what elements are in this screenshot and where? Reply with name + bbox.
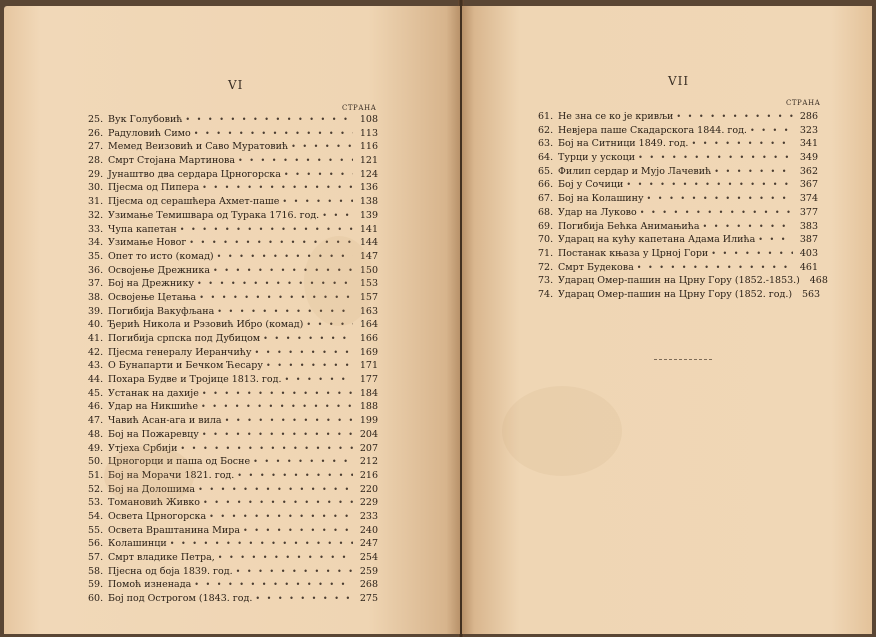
dot-leader [255,592,353,606]
toc-entry [88,250,378,264]
column-header: СТРАНА [342,104,377,112]
dot-leader [291,140,353,154]
dot-leader [202,181,353,195]
entry-title: Ударац Омер-пашин на Црну Гору (1852. год.) [558,288,793,300]
toc-entry [88,551,378,565]
entry-number: 57. [88,552,104,563]
entry-title: Постанак књаза у Црној Гори [558,247,709,259]
dot-leader [703,220,793,234]
dot-leader [266,359,353,373]
column-header: СТРАНА [786,99,821,107]
toc-entry [538,110,818,124]
entry-number: 34. [88,237,104,249]
entry-page-number: 275 [359,593,378,605]
entry-number: 30. [88,182,104,194]
entry-page-number: 377 [799,206,818,218]
dot-leader [637,261,793,275]
entry-number: 51. [88,469,104,481]
entry-title: Погибија српска под Дубицом [108,333,261,344]
entry-page-number: 150 [359,264,378,276]
entry-page-number: 184 [359,387,378,399]
entry-number: 59. [88,579,104,591]
entry-page-number: 138 [359,196,378,208]
dot-leader [263,332,353,346]
entry-title: Црногорци и паша од Босне [108,456,251,468]
toc-entry [88,236,378,250]
entry-number: 38. [88,291,104,303]
entry-title: Удар на Луково [558,206,637,218]
entry-title: Смрт Стојана Мартинова [108,155,236,167]
entry-page-number: 216 [359,469,378,481]
entry-page-number: 121 [359,155,378,167]
entry-page-number: 341 [799,138,818,150]
entry-number: 37. [88,278,104,290]
entry-number: 44. [88,374,104,386]
entry-page-number: 247 [359,538,378,550]
toc-entry [88,400,378,414]
dot-leader [626,178,793,192]
dot-leader [194,578,353,592]
dot-leader [213,264,353,278]
toc-entry [88,359,378,373]
toc-entry [88,537,378,551]
entry-number: 25. [88,114,104,125]
entry-page-number: 229 [359,497,378,509]
entry-title: Освета Црногорска [108,510,207,522]
toc-entry [538,261,818,275]
entry-number: 53. [88,497,104,509]
toc-entry [88,140,378,154]
toc-entry [88,168,378,182]
entry-number: 54. [88,510,104,522]
entry-page-number: 349 [799,152,818,164]
entry-title: Освета Враштанина Мира [108,524,240,536]
entry-title: Ђерић Никола и Рэзовић Ибро (комад) [108,319,304,331]
dot-leader [647,192,793,206]
toc-entry [88,209,378,223]
toc-entry [88,346,378,360]
toc-entry [88,578,378,592]
entry-title: Бој на Дрежнику [108,278,195,290]
entry-title: Пјесна од боја 1839. год. [108,565,233,577]
dot-leader [209,510,353,524]
toc-entry [88,428,378,442]
divider-ornament [654,358,712,361]
entry-number: 33. [88,223,104,235]
toc-entry [538,151,818,165]
entry-number: 73. [538,275,554,287]
entry-page-number: 177 [359,374,378,386]
entry-number: 41. [88,333,104,344]
dot-leader [203,496,353,510]
entry-page-number: 136 [359,182,378,194]
toc-entry [88,510,378,524]
dot-leader [218,551,353,565]
entry-title: Похара Будве и Тројице 1813. год. [108,374,282,386]
entry-title: Утјеха Србији [108,442,178,454]
entry-page-number: 387 [799,234,818,246]
toc-entry [88,154,378,168]
dot-leader [217,305,353,319]
dot-leader [202,387,353,401]
left-page [4,6,460,634]
page-number: VI [228,78,244,92]
entry-title: Ударац Омер-пашин на Црну Гору (1852.-1853.) [558,275,800,287]
entry-number: 65. [538,165,554,177]
entry-title: Пјесма од Пипера [108,182,200,194]
toc-entry [538,247,818,261]
entry-title: Смрт владике Петра, [108,552,215,563]
dot-leader [714,165,793,179]
entry-page-number: 286 [799,111,818,122]
entry-page-number: 204 [359,428,378,440]
dot-leader [201,400,353,414]
entry-page-number: 268 [359,579,378,591]
entry-page-number: 169 [359,346,378,358]
entry-title: Пјесма од серашћера Ахмет-паше [108,196,280,208]
entry-title: Устанак на дахије [108,387,199,399]
dot-leader [202,428,353,442]
dot-leader [638,151,793,165]
entry-title: Ударац на кућу капетана Адама Илића [558,234,756,246]
entry-page-number: 116 [359,141,378,153]
toc-entry [88,592,378,606]
dot-leader [189,236,353,250]
entry-page-number: 220 [359,483,378,495]
entry-page-number: 164 [359,319,378,331]
entry-title: Невјера паше Скадарскога 1844. год. [558,124,747,136]
dot-leader [225,414,353,428]
entry-number: 47. [88,415,104,427]
toc-entry [538,274,828,288]
entry-title: Бој на Ситници 1849. год. [558,138,689,150]
toc-entry [88,483,378,497]
entry-number: 46. [88,401,104,413]
entry-page-number: 139 [359,209,378,221]
entry-title: Пјесма генералу Иеранчићу [108,346,252,358]
entry-title: Бој на Колашину [558,193,644,205]
dot-leader [236,565,353,579]
entry-page-number: 233 [359,510,378,522]
entry-title: Освојење Дрежника [108,264,210,276]
entry-page-number: 108 [359,114,378,125]
entry-page-number: 323 [799,124,818,136]
entry-page-number: 362 [799,165,818,177]
entry-number: 49. [88,442,104,454]
entry-number: 32. [88,209,104,221]
dot-leader [676,110,793,124]
dot-leader [198,483,353,497]
entry-title: Освојење Цетања [108,291,197,303]
entry-number: 71. [538,247,554,259]
entry-title: Јунаштво два сердара Црногорска [108,168,281,180]
dot-leader [306,318,353,332]
table-of-contents [88,113,378,606]
toc-entry [88,181,378,195]
entry-page-number: 367 [799,179,818,191]
dot-leader [640,206,793,220]
toc-entry [88,414,378,428]
entry-title: Чупа капетан [108,223,177,235]
entry-title: Радуловић Симо [108,127,191,139]
entry-number: 26. [88,127,104,139]
entry-number: 74. [538,288,554,300]
entry-number: 35. [88,250,104,262]
entry-page-number: 188 [359,401,378,413]
dot-leader [238,154,353,168]
entry-title: Не зна се ко је кривљи [558,111,674,122]
entry-number: 50. [88,456,104,468]
entry-page-number: 461 [799,261,818,273]
entry-page-number: 153 [359,278,378,290]
toc-entry [538,206,818,220]
entry-page-number: 157 [359,291,378,303]
entry-number: 55. [88,524,104,536]
toc-entry [538,124,818,138]
entry-title: Колашинци [108,538,167,550]
entry-page-number: 207 [359,442,378,454]
toc-entry [538,178,818,192]
dot-leader [185,113,353,127]
entry-title: Опет то исто (комад) [108,250,214,262]
entry-number: 64. [538,152,554,164]
dot-leader [194,127,353,141]
entry-title: Бој у Сочици [558,179,624,191]
toc-entry [88,223,378,237]
entry-title: Бој на Долошима [108,483,196,495]
dot-leader [199,291,353,305]
entry-title: Узимање Темишвара од Турака 1716. год. [108,209,320,221]
entry-number: 69. [538,220,554,232]
entry-page-number: 240 [359,524,378,536]
toc-entry [538,137,818,151]
entry-page-number: 468 [809,275,828,287]
entry-title: Бој под Острогом (1843. год. [108,593,253,605]
entry-number: 31. [88,196,104,208]
entry-title: Погибија Бећка Анимањића [558,220,700,232]
dot-leader [217,250,353,264]
entry-number: 40. [88,319,104,331]
table-of-contents [538,110,828,302]
entry-title: Томановић Живко [108,497,200,509]
entry-number: 58. [88,565,104,577]
entry-number: 36. [88,264,104,276]
entry-number: 28. [88,155,104,167]
toc-entry [88,264,378,278]
right-page [462,6,872,634]
entry-page-number: 144 [359,237,378,249]
toc-entry [88,565,378,579]
dot-leader [691,137,793,151]
entry-number: 72. [538,261,554,273]
dot-leader [255,346,354,360]
entry-title: Бој на Пожаревцу [108,428,199,440]
entry-page-number: 383 [799,220,818,232]
entry-title: Бој на Морачи 1821. год. [108,469,235,481]
dot-leader [180,442,353,456]
entry-page-number: 141 [359,223,378,235]
entry-title: Чавић Асан-ага и вила [108,415,222,427]
dot-leader [322,209,353,223]
entry-title: Погибија Вакуфљана [108,305,215,317]
toc-entry [88,469,378,483]
toc-entry [538,233,818,247]
entry-title: Вук Голубовић [108,114,183,125]
entry-page-number: 254 [359,552,378,563]
toc-entry [538,192,818,206]
entry-number: 39. [88,305,104,317]
entry-page-number: 199 [359,415,378,427]
entry-number: 66. [538,179,554,191]
entry-number: 27. [88,141,104,153]
toc-entry [88,524,378,538]
entry-number: 43. [88,360,104,372]
toc-entry [88,277,378,291]
toc-entry [88,113,378,127]
dot-leader [170,537,353,551]
entry-number: 70. [538,234,554,246]
entry-title: О Бунапарти и Бечком Ћесару [108,360,263,372]
dot-leader [758,233,793,247]
toc-entry [88,496,378,510]
entry-page-number: 403 [799,247,818,259]
dot-leader [197,277,353,291]
entry-page-number: 163 [359,305,378,317]
toc-entry [88,291,378,305]
page-number: VII [668,74,690,88]
dot-leader [180,223,353,237]
toc-entry [88,318,378,332]
entry-number: 45. [88,387,104,399]
entry-page-number: 171 [359,360,378,372]
toc-entry [88,455,378,469]
toc-entry [538,220,818,234]
entry-title: Смрт Будекова [558,261,634,273]
entry-page-number: 166 [359,333,378,344]
entry-title: Помоћ изненада [108,579,192,591]
dot-leader [253,455,353,469]
entry-number: 61. [538,111,554,122]
dot-leader [711,247,793,261]
entry-page-number: 259 [359,565,378,577]
entry-number: 56. [88,538,104,550]
toc-entry [88,332,378,346]
entry-number: 62. [538,124,554,136]
entry-title: Удар на Никшиће [108,401,198,413]
toc-entry [88,442,378,456]
entry-number: 63. [538,138,554,150]
entry-title: Узимање Новог [108,237,187,249]
entry-number: 68. [538,206,554,218]
entry-page-number: 374 [799,193,818,205]
entry-title: Филип сердар и Мујо Лачевић [558,165,712,177]
entry-page-number: 124 [359,168,378,180]
toc-entry [88,387,378,401]
dot-leader [285,373,353,387]
entry-number: 48. [88,428,104,440]
toc-entry [538,165,818,179]
entry-page-number: 212 [359,456,378,468]
entry-number: 42. [88,346,104,358]
toc-entry [88,195,378,209]
toc-entry [88,373,378,387]
entry-page-number: 563 [801,288,821,300]
dot-leader [237,469,353,483]
dot-leader [750,124,793,138]
toc-entry [538,288,821,302]
entry-number: 29. [88,168,104,180]
dot-leader [243,524,353,538]
dot-leader [284,168,353,182]
entry-number: 67. [538,193,554,205]
toc-entry [88,127,378,141]
entry-number: 60. [88,593,104,605]
entry-title: Мемед Веизовић и Саво Муратовић [108,141,289,153]
dot-leader [282,195,353,209]
entry-number: 52. [88,483,104,495]
entry-title: Турци у ускоци [558,152,636,164]
entry-page-number: 147 [359,250,378,262]
toc-entry [88,305,378,319]
entry-page-number: 113 [359,127,378,139]
